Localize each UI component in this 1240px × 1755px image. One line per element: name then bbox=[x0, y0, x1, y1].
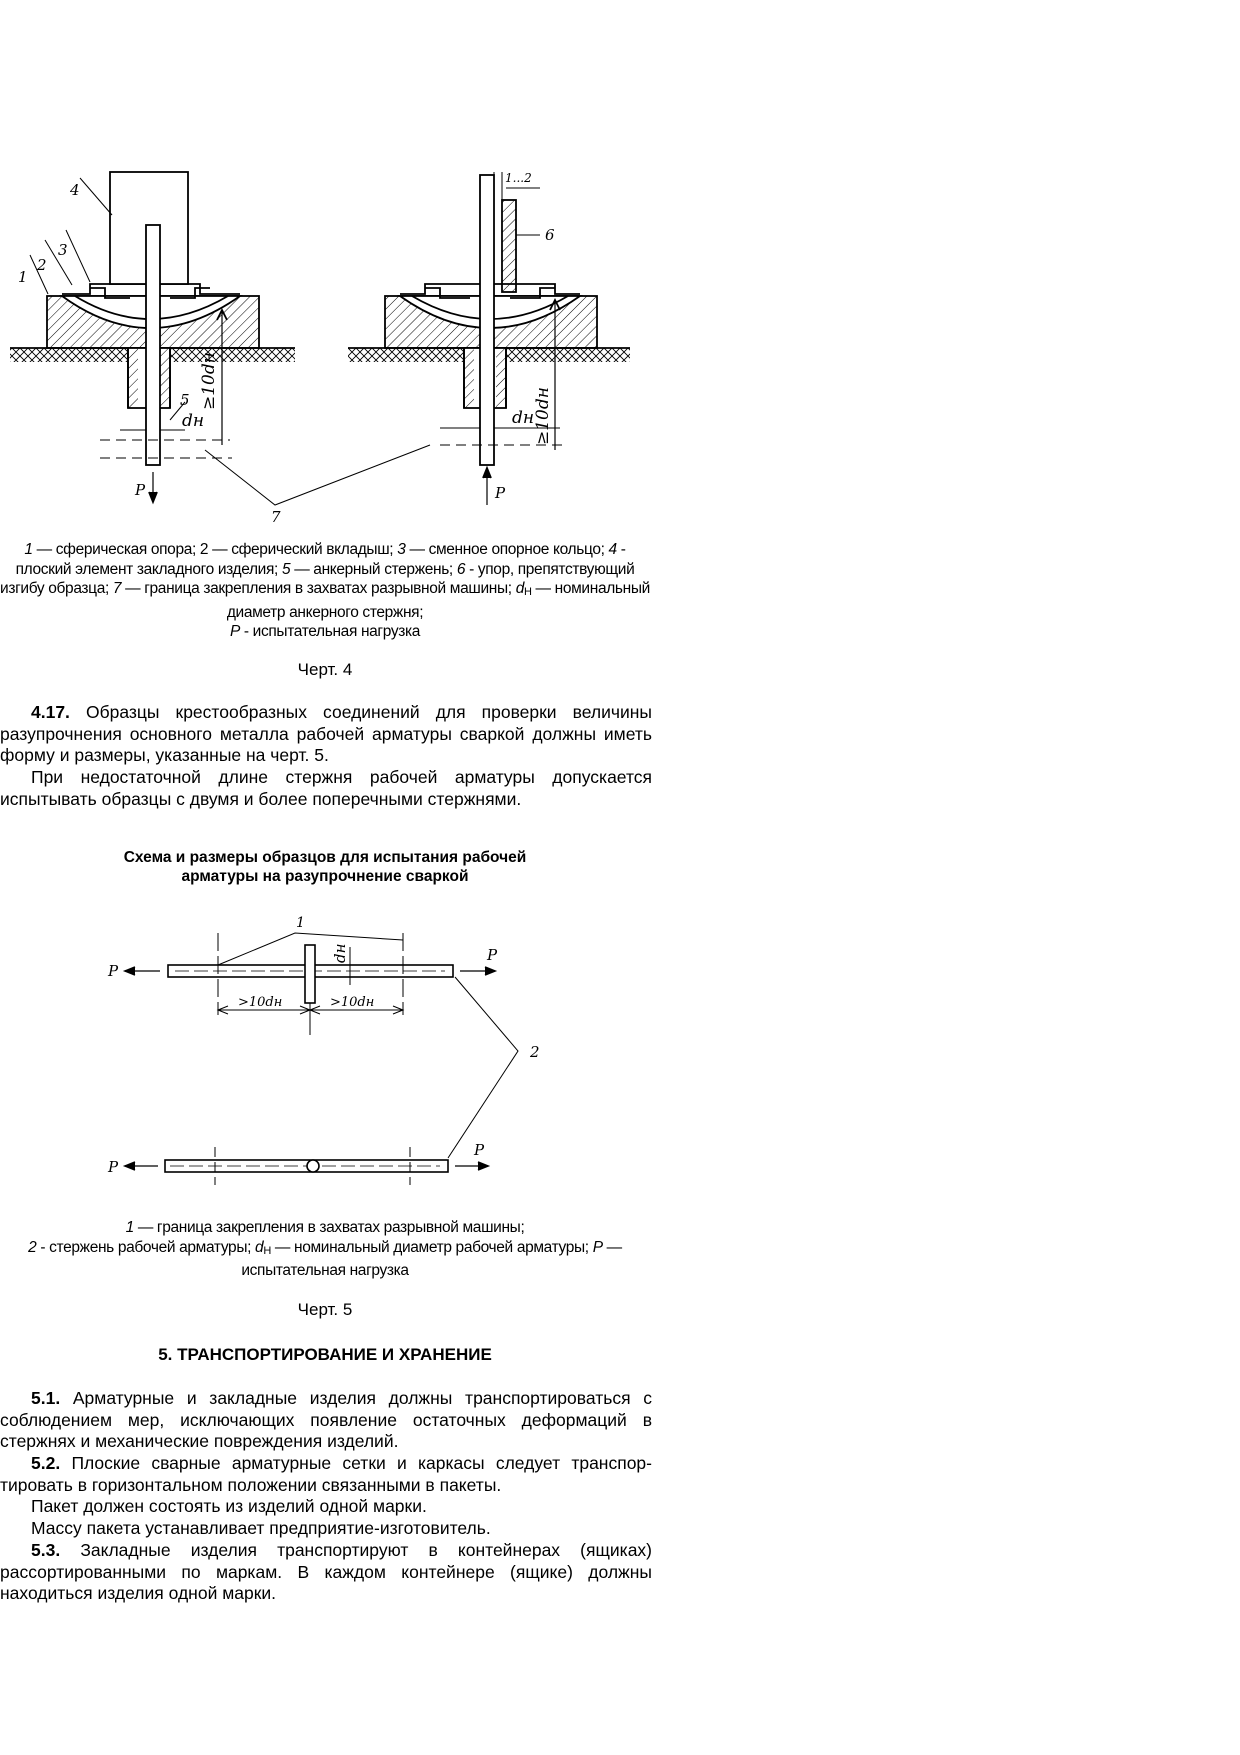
anchor-rod-left bbox=[146, 225, 160, 465]
length-right: ≥10dн bbox=[533, 387, 553, 445]
section-5-2: 5.2. Плоские сварные арматурные сетки и каркасы следует транспор-тировать в горизонтальном положении связанными в пакеты. bbox=[0, 1453, 652, 1495]
gap-dim: 1...2 bbox=[505, 171, 532, 185]
figure-4-caption: 1 — сферическая опора; 2 — сферический вкладыш; 3 — сменное опорное кольцо; 4 - плоский элемент закладного изделия; 5 — анкерный стержень; 6 - упор, препятствующий изгибу образца; 7 — граница закрепления в захватах разрывной машины; $d_Н$ — номинальный диаметр анкерного стержня; P - испытательная нагрузка bbox=[0, 541, 650, 640]
fig5-label-1: 1 bbox=[296, 915, 305, 931]
section-5-2-mass: Массу пакета устанавливает предприятие-изготовитель. bbox=[31, 1518, 491, 1538]
figure-5-caption: 1 — граница закрепления в захватах разрывной машины; 2 - стержень рабочей арматуры; $d_Н$ — номинальный диаметр рабочей арматуры; P — испытательная нагрузка bbox=[28, 1219, 622, 1279]
cross-bar bbox=[305, 945, 315, 1003]
fig5-p-top-left: P bbox=[108, 962, 119, 980]
stop-element bbox=[502, 200, 516, 292]
fig5-dim-right: >10dн bbox=[330, 995, 375, 1010]
section-5-2-packet: Пакет должен состоять из изделий одной марки. bbox=[31, 1496, 427, 1516]
figure-5-label: Черт. 5 bbox=[297, 1300, 353, 1319]
section-4-17-paragraph: 4.17. Образцы крестообразных соединений для проверки величины разупрочнения основного металла рабочей арматуры сваркой должны иметь форму и размеры, указанные на черт. 5. bbox=[0, 702, 652, 765]
figure-4-drawing bbox=[0, 160, 660, 540]
label-6: 6 bbox=[545, 226, 555, 244]
figure-5-drawing bbox=[0, 905, 660, 1205]
diameter-right: dн bbox=[512, 408, 535, 428]
fig5-p-bottom-right: P bbox=[474, 1141, 485, 1159]
section-5-1: 5.1. Арматурные и закладные изделия должны транспортироваться с соблюдением мер, исключающих появление остаточных деформаций в стержнях и механические повреждения изделий. bbox=[0, 1388, 652, 1451]
fig5-p-top-right: P bbox=[487, 946, 498, 964]
anchor-rod-right bbox=[480, 175, 494, 465]
fig5-diameter: dн bbox=[331, 943, 349, 963]
label-4: 4 bbox=[70, 181, 80, 199]
load-p-right: P bbox=[495, 484, 506, 502]
figure-5-title: Схема и размеры образцов для испытания рабочей арматуры на разупрочнение сваркой bbox=[123, 849, 527, 885]
section-5-3: 5.3. Закладные изделия транспортируют в контейнерах (ящиках) рассортированными по маркам. В каждом контейнере (ящике) должны находиться изделия одной марки. bbox=[0, 1540, 652, 1603]
label-1: 1 bbox=[18, 268, 28, 286]
label-5: 5 bbox=[180, 391, 190, 409]
section-5-heading: 5. ТРАНСПОРТИРОВАНИЕ И ХРАНЕНИЕ bbox=[158, 1345, 492, 1364]
fig5-p-bottom-left: P bbox=[108, 1158, 119, 1176]
length-left: ≥10dн bbox=[199, 352, 219, 410]
label-7: 7 bbox=[271, 508, 281, 526]
label-2: 2 bbox=[37, 256, 47, 274]
diameter-left: dн bbox=[182, 411, 205, 431]
label-3: 3 bbox=[58, 241, 68, 259]
load-p-left: P bbox=[135, 481, 146, 499]
section-4-17-paragraph-2: При недостаточной длине стержня рабочей арматуры допускается испытывать образцы с двумя и более поперечными стержнями. bbox=[0, 767, 652, 809]
fig5-dim-left: >10dн bbox=[238, 995, 283, 1010]
figure-4-label: Черт. 4 bbox=[297, 660, 353, 679]
fig5-label-2: 2 bbox=[530, 1043, 540, 1061]
